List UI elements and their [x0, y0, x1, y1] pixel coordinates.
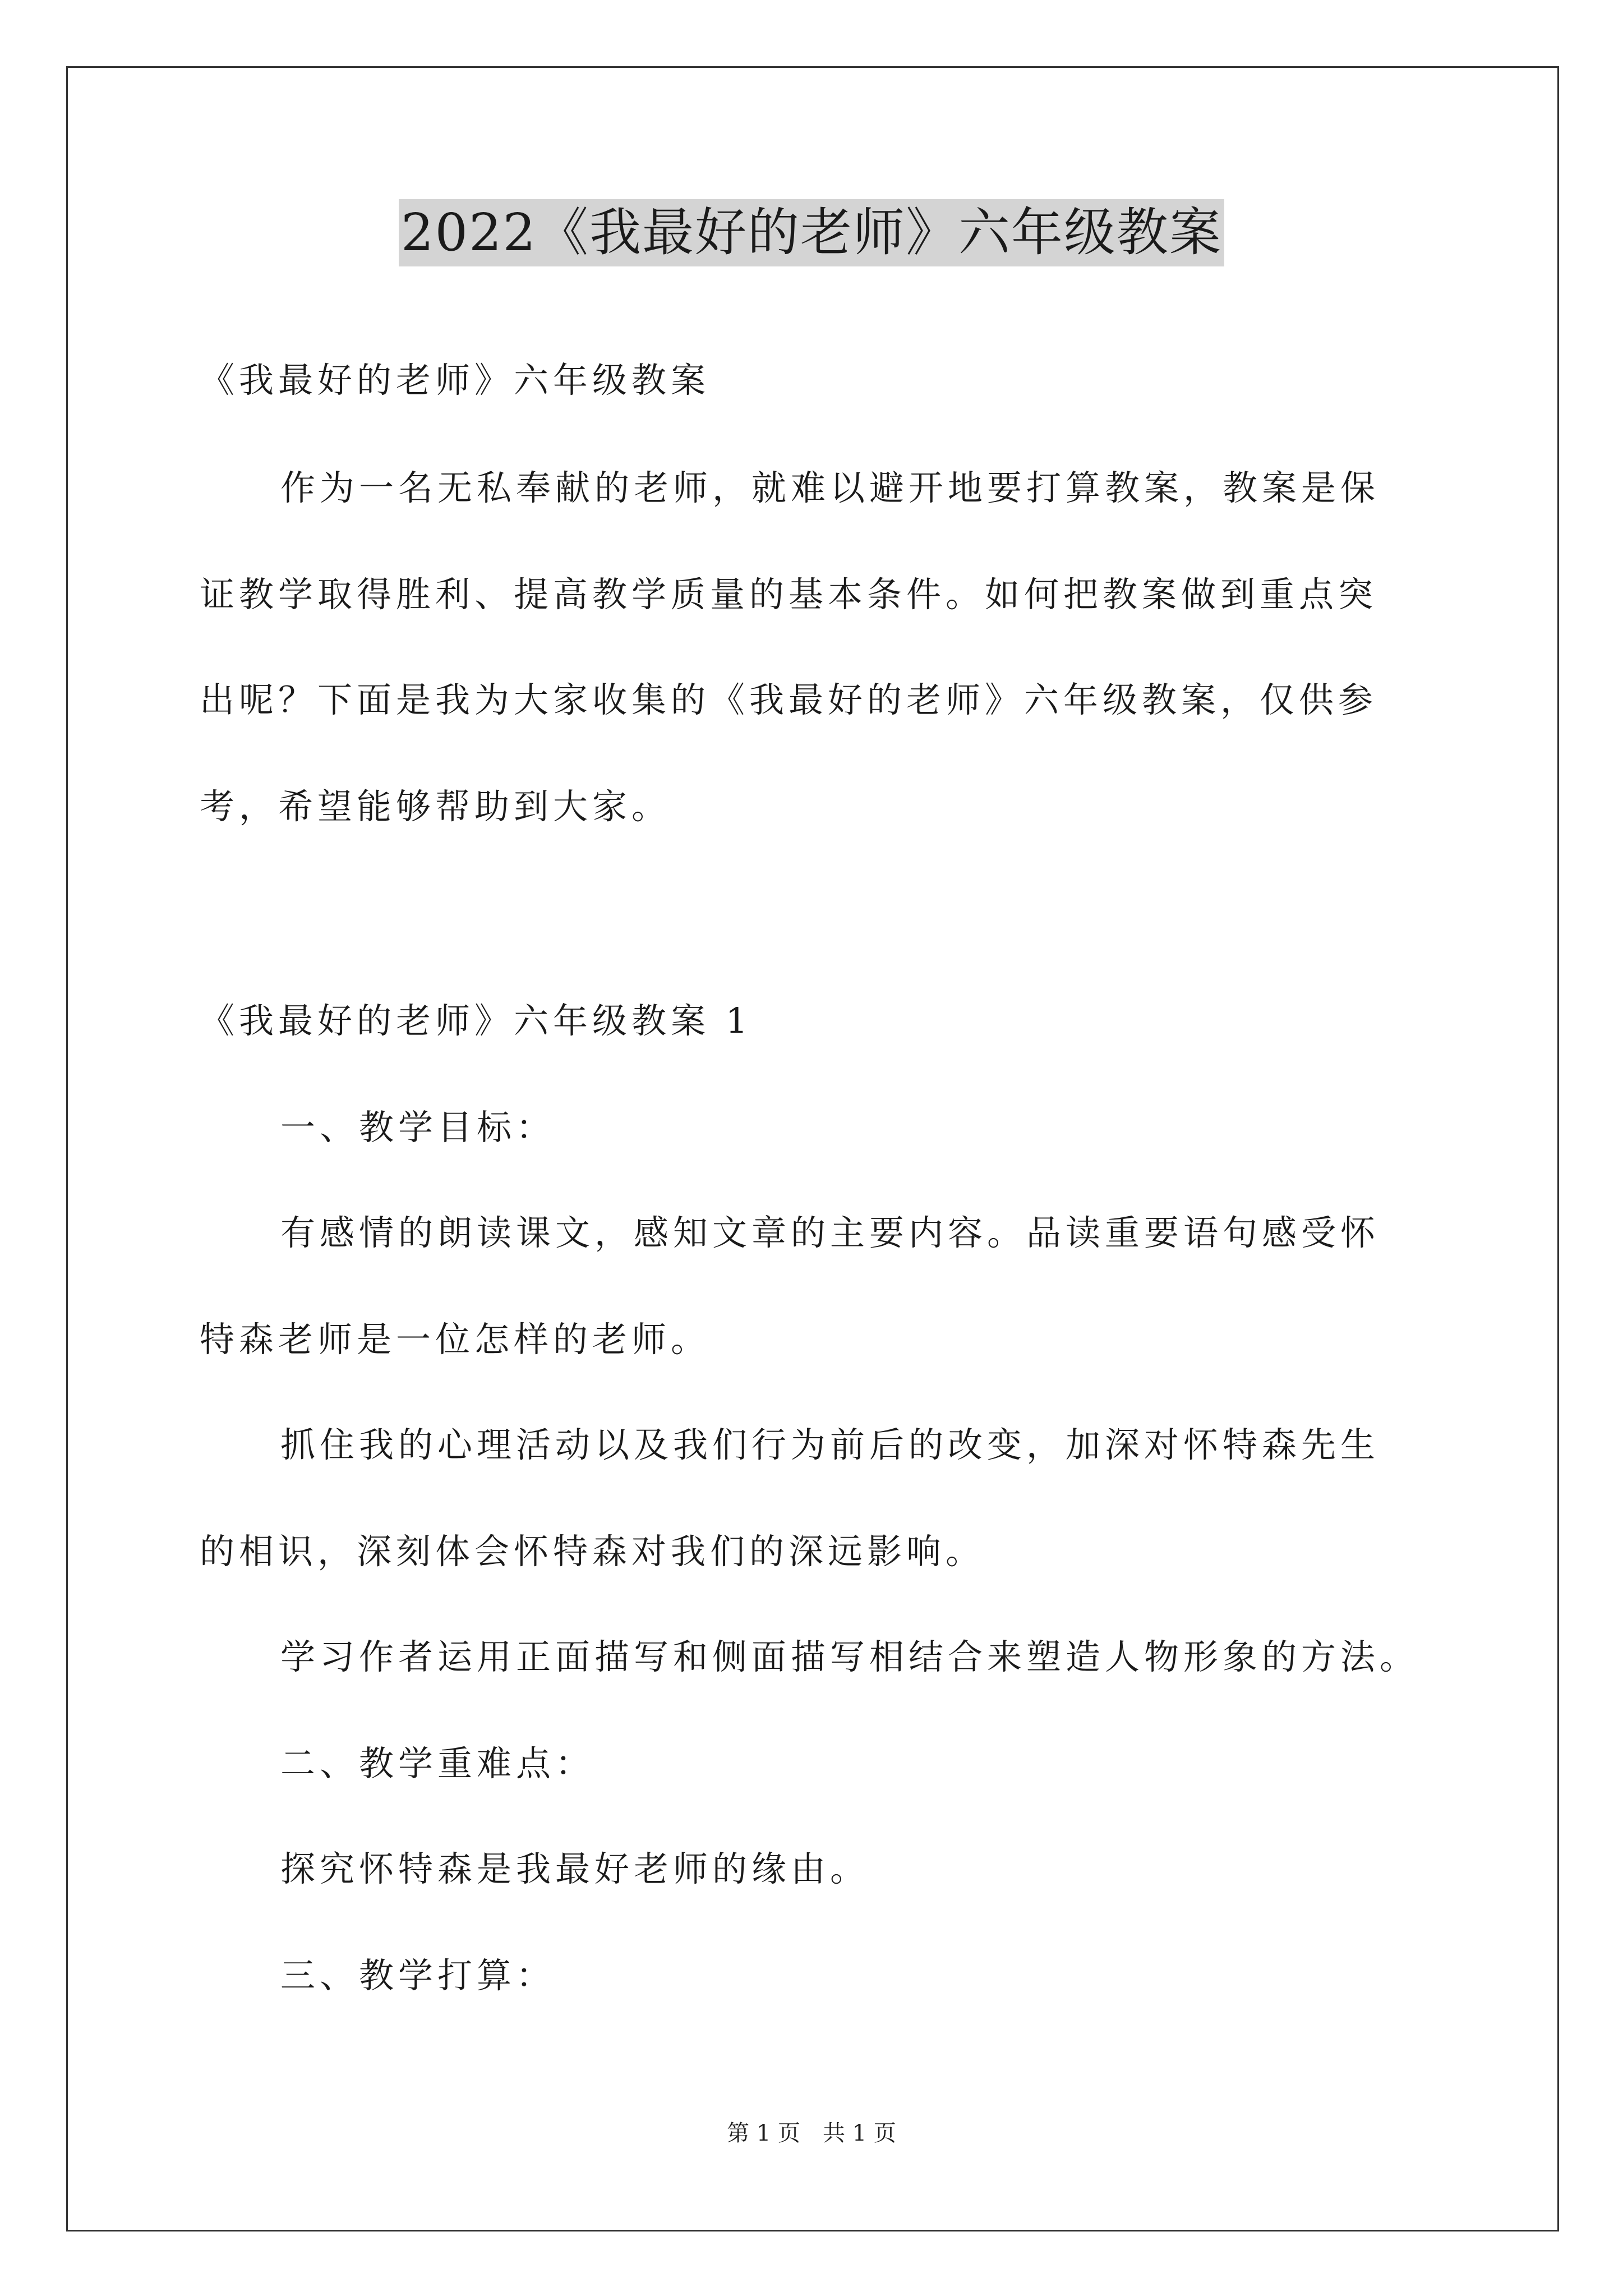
intro-line: 出呢？下面是我为大家收集的《我最好的老师》六年级教案，仅供参: [200, 679, 1378, 720]
intro-line: 考，希望能够帮助到大家。: [200, 786, 671, 827]
document-title: 2022《我最好的老师》六年级教案: [399, 199, 1224, 266]
body-line: 学习作者运用正面描写和侧面描写相结合来塑造人物形象的方法。: [280, 1636, 1419, 1677]
section-heading: 《我最好的老师》六年级教案 1: [200, 1000, 753, 1041]
body-line: 一、教学目标：: [280, 1107, 556, 1148]
body-line: 探究怀特森是我最好老师的缘由。: [280, 1848, 870, 1889]
body-line: 有感情的朗读课文，感知文章的主要内容。品读重要语句感受怀: [280, 1212, 1380, 1253]
body-line: 三、教学打算：: [280, 1955, 556, 1996]
intro-line: 作为一名无私奉献的老师，就难以避开地要打算教案，教案是保: [280, 467, 1380, 508]
body-line: 的相识，深刻体会怀特森对我们的深远影响。: [200, 1531, 985, 1572]
body-line: 特森老师是一位怎样的老师。: [200, 1319, 711, 1360]
body-line: 二、教学重难点：: [280, 1743, 595, 1784]
intro-line: 证教学取得胜利、提高教学质量的基本条件。如何把教案做到重点突: [200, 574, 1378, 615]
title-container: [0, 199, 1623, 266]
document-subtitle: 《我最好的老师》六年级教案: [200, 360, 711, 401]
page-footer: 第 1 页 共 1 页: [727, 2120, 896, 2146]
body-line: 抓住我的心理活动以及我们行为前后的改变，加深对怀特森先生: [280, 1424, 1380, 1465]
